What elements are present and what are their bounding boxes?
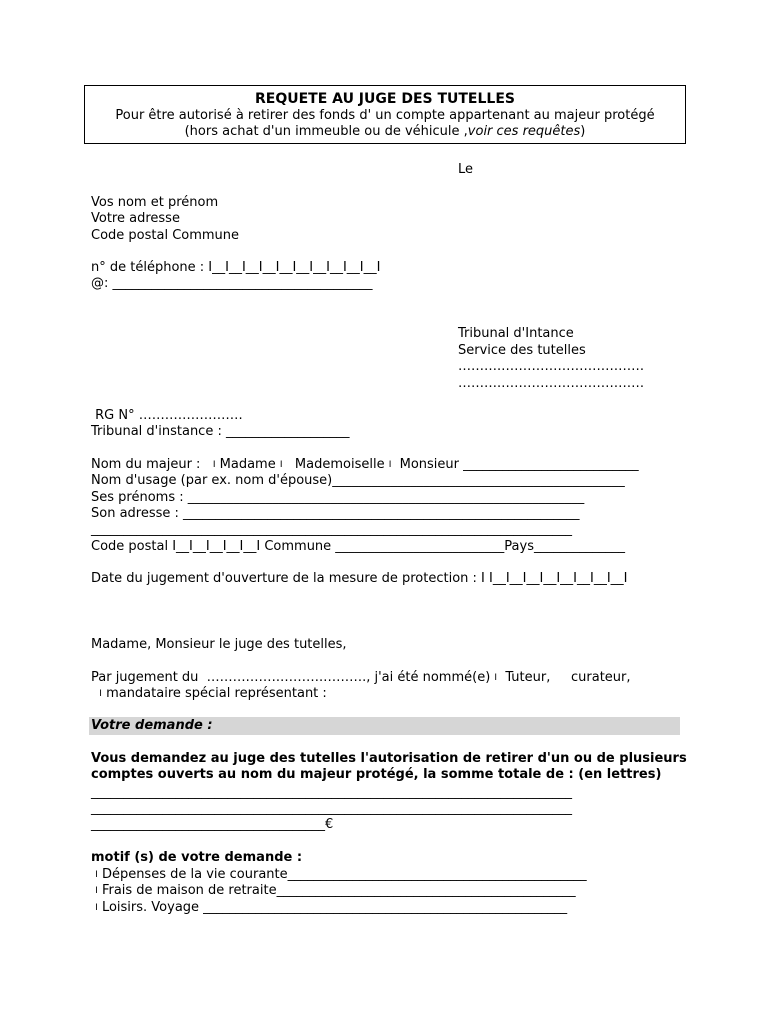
motif-item-2: I Frais de maison de retraite______________________________________________ bbox=[95, 883, 576, 898]
demande-text-2: comptes ouverts au nom du majeur protégé, la somme totale de : (en lettres) bbox=[91, 767, 662, 782]
sender-email: @: ________________________________________ bbox=[91, 276, 373, 291]
demande-text-1: Vous demandez au juge des tutelles l'autorisation de retirer d'un ou de plusieurs bbox=[91, 751, 687, 766]
amount-blank-3[interactable]: ____________________________________€ bbox=[91, 817, 334, 832]
recipient-line-1: Tribunal d'Intance bbox=[458, 326, 574, 341]
checkbox-madame[interactable]: I bbox=[212, 460, 216, 470]
motif-item-3: I Loisirs. Voyage ________________________________________________________ bbox=[95, 900, 568, 915]
header-subtitle-1: Pour être autorisé à retirer des fonds d' un compte appartenant au majeur protégé bbox=[115, 108, 655, 123]
sender-name: Vos nom et prénom bbox=[91, 195, 219, 210]
majeur-name-line: Nom du majeur : I Madame I Mademoiselle I Monsieur ___________________________ bbox=[91, 457, 639, 472]
majeur-usage-name: Nom d'usage (par ex. nom d'épouse)_____________________________________________ bbox=[91, 473, 625, 488]
checkbox-mandataire[interactable]: I bbox=[99, 689, 102, 699]
date-label: Le bbox=[458, 162, 474, 177]
checkbox-motif-3[interactable]: I bbox=[95, 903, 98, 913]
jugement-date: Date du jugement d'ouverture de la mesure de protection : I I__I__I__I__I__I__I__I__I bbox=[91, 571, 628, 586]
header-box bbox=[84, 85, 686, 144]
majeur-firstnames: Ses prénoms : _____________________________________________________________ bbox=[91, 490, 585, 505]
majeur-address-2: __________________________________________________________________________ bbox=[91, 522, 572, 537]
checkbox-mademoiselle[interactable]: I bbox=[279, 460, 283, 470]
recipient-line-3: ……….…………………………… bbox=[458, 359, 645, 374]
majeur-postal: Code postal I__I__I__I__I__I Commune __________________________Pays______________ bbox=[91, 539, 625, 554]
header-subtitle-2: (hors achat d'un immeuble ou de véhicule ,voir ces requêtes) bbox=[184, 124, 586, 139]
checkbox-monsieur[interactable]: I bbox=[388, 460, 392, 470]
section-votre-demande: Votre demande : bbox=[89, 717, 680, 735]
amount-blank-2[interactable]: __________________________________________________________________________ bbox=[91, 801, 572, 816]
sender-address: Votre adresse bbox=[91, 211, 180, 226]
motif-item-1: I Dépenses de la vie courante______________________________________________ bbox=[95, 867, 587, 882]
amount-blank-1[interactable]: __________________________________________________________________________ bbox=[91, 785, 572, 800]
checkbox-tuteur[interactable]: I bbox=[494, 673, 498, 683]
par-jugement-line: Par jugement du ……….…….……….………., j'ai été nommé(e) I Tuteur, curateur, bbox=[91, 670, 631, 685]
rg-number: RG N° …………………… bbox=[91, 408, 243, 423]
recipient-line-2: Service des tutelles bbox=[458, 343, 586, 358]
salutation: Madame, Monsieur le juge des tutelles, bbox=[91, 637, 347, 652]
checkbox-motif-1[interactable]: I bbox=[95, 870, 98, 880]
tribunal-instance: Tribunal d'instance : ___________________ bbox=[91, 424, 350, 439]
recipient-line-4: ……….…………………………… bbox=[458, 376, 645, 391]
document-title: REQUETE AU JUGE DES TUTELLES bbox=[255, 91, 515, 107]
sender-phone: n° de téléphone : I__I__I__I__I__I__I__I__I__I__I bbox=[91, 260, 381, 275]
checkbox-motif-2[interactable]: I bbox=[95, 886, 98, 896]
motif-heading: motif (s) de votre demande : bbox=[91, 850, 303, 865]
majeur-address: Son adresse : _____________________________________________________________ bbox=[91, 506, 580, 521]
mandataire-line: I mandataire spécial représentant : bbox=[99, 686, 327, 701]
sender-postal: Code postal Commune bbox=[91, 228, 240, 243]
